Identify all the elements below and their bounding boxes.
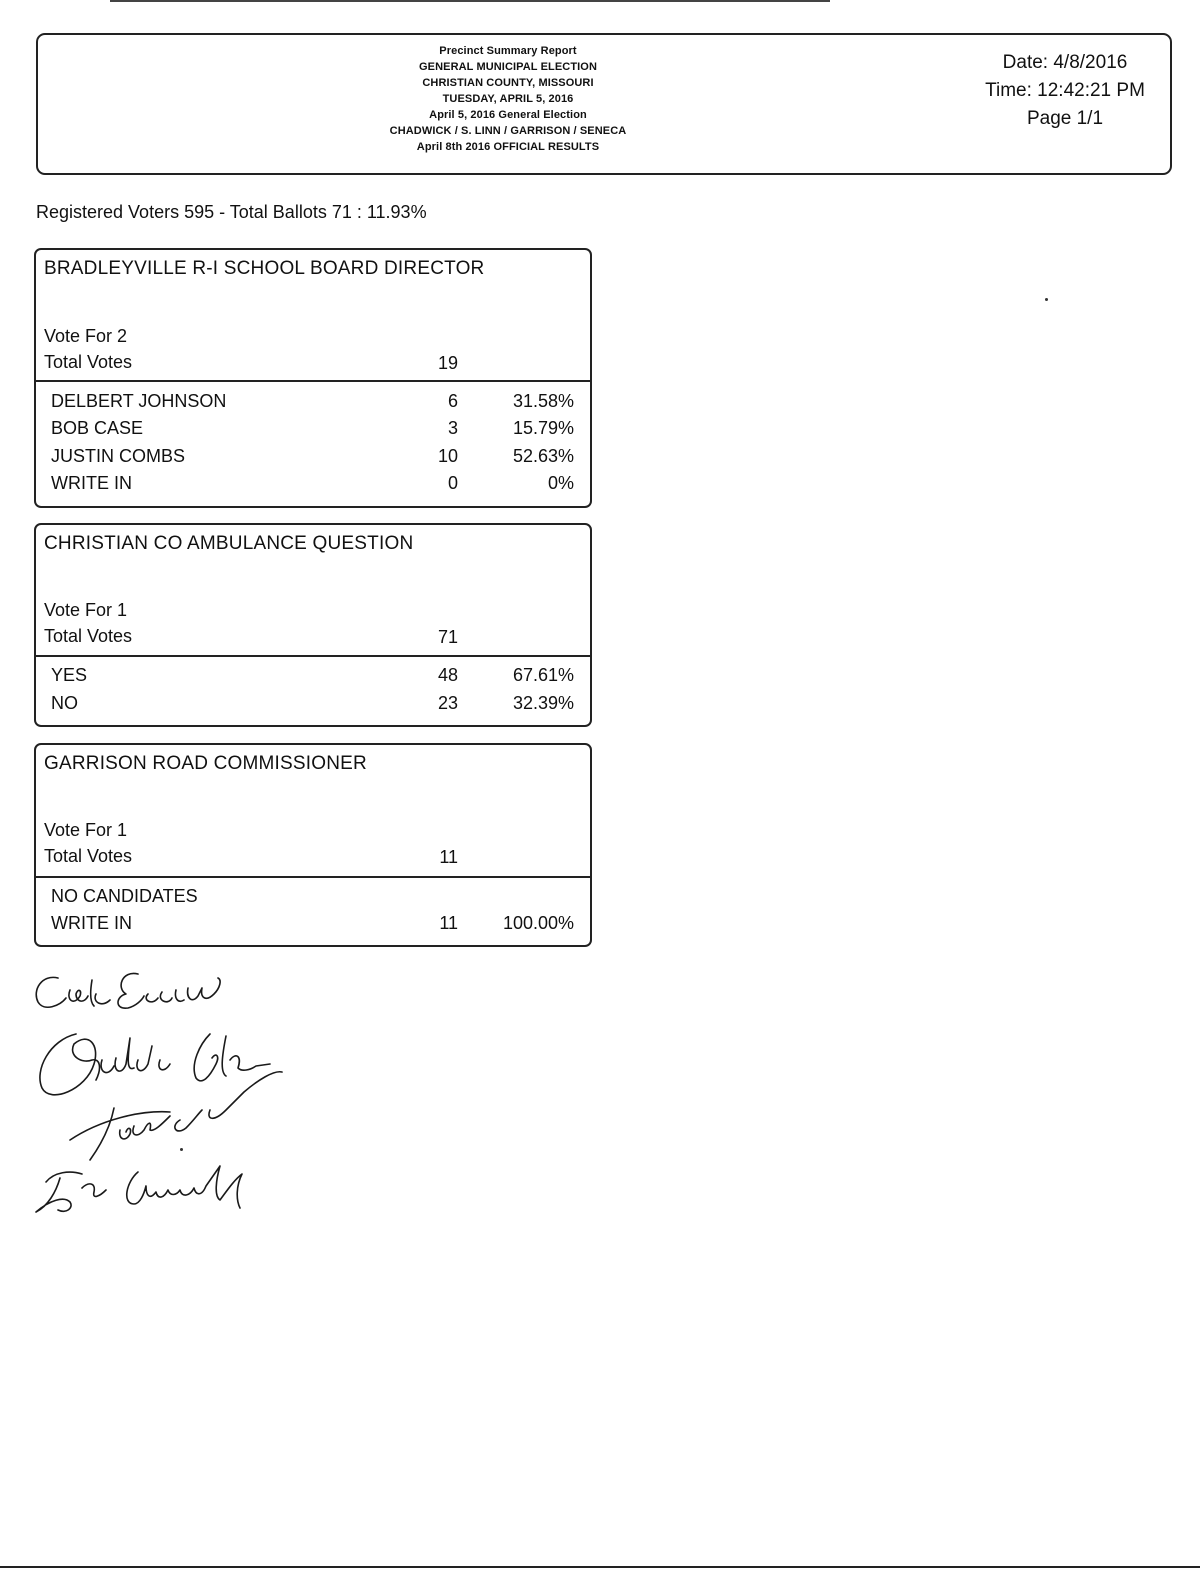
report-header-title-block <box>258 43 758 155</box>
candidate-percent: 15.79% <box>512 418 574 438</box>
candidate-row <box>36 418 590 445</box>
candidate-percent: 31.58% <box>512 391 574 411</box>
candidate-row <box>36 665 590 692</box>
report-meta <box>970 49 1160 133</box>
candidate-row <box>36 473 590 500</box>
scan-speck <box>180 1148 183 1151</box>
signature-4 <box>36 1166 242 1212</box>
race-total-votes-value: 11 <box>439 847 458 867</box>
candidate-name: BOB CASE <box>51 418 144 438</box>
header-line: CHRISTIAN COUNTY, MISSOURI <box>422 77 594 89</box>
candidate-row <box>36 391 590 418</box>
header-line: Precinct Summary Report <box>439 45 577 57</box>
candidate-votes: 23 <box>437 693 458 713</box>
header-line: April 8th 2016 OFFICIAL RESULTS <box>416 141 600 153</box>
top-scan-rule <box>110 0 830 2</box>
candidate-name: DELBERT JOHNSON <box>51 391 227 411</box>
candidate-row <box>36 886 590 913</box>
report-date: Date: 4/8/2016 <box>1002 52 1128 73</box>
candidate-row <box>36 913 590 940</box>
race-box-school-board <box>34 248 592 508</box>
report-header <box>36 33 1172 175</box>
candidate-name: WRITE IN <box>51 473 132 493</box>
registered-voters-summary: Registered Voters 595 - Total Ballots 71 : 11.93% <box>36 202 427 222</box>
candidate-percent: 100.00% <box>502 913 574 933</box>
header-line: GENERAL MUNICIPAL ELECTION <box>419 61 597 73</box>
header-line: CHADWICK / S. LINN / GARRISON / SENECA <box>389 125 627 137</box>
signature-2 <box>40 1034 270 1095</box>
candidate-percent: 67.61% <box>512 665 574 685</box>
race-total-votes-value: 19 <box>437 353 458 373</box>
bottom-scan-edge <box>0 1566 1200 1568</box>
candidate-name: WRITE IN <box>51 913 132 933</box>
candidate-percent: 0% <box>547 473 574 493</box>
race-divider <box>36 655 590 657</box>
candidate-name: JUSTIN COMBS <box>51 446 186 466</box>
header-line: April 5, 2016 General Election <box>429 109 587 121</box>
candidate-votes: 48 <box>437 665 458 685</box>
candidate-percent: 32.39% <box>512 693 574 713</box>
candidate-row <box>36 446 590 473</box>
handwritten-signatures-icon <box>30 960 350 1220</box>
candidate-name: YES <box>51 665 88 685</box>
report-time: Time: 12:42:21 PM <box>985 80 1145 101</box>
race-vote-for: Vote For 1 <box>44 820 128 840</box>
candidate-votes: 10 <box>437 446 458 466</box>
report-page: Page 1/1 <box>1026 108 1104 129</box>
candidate-percent: 52.63% <box>512 446 574 466</box>
race-vote-for: Vote For 2 <box>44 326 128 346</box>
race-title: BRADLEYVILLE R-I SCHOOL BOARD DIRECTOR <box>44 258 485 279</box>
race-total-votes-value: 71 <box>437 627 458 647</box>
race-title: GARRISON ROAD COMMISSIONER <box>44 753 367 774</box>
signature-1 <box>36 973 220 1008</box>
candidate-votes: 3 <box>447 418 458 438</box>
race-vote-for: Vote For 1 <box>44 600 128 620</box>
race-title: CHRISTIAN CO AMBULANCE QUESTION <box>44 533 414 554</box>
race-box-road-commissioner <box>34 743 592 947</box>
candidate-name: NO CANDIDATES <box>51 886 198 906</box>
race-divider <box>36 380 590 382</box>
candidate-votes: 0 <box>447 473 458 493</box>
race-total-votes-label: Total Votes <box>44 352 133 372</box>
race-divider <box>36 876 590 878</box>
race-total-votes-label: Total Votes <box>44 846 133 866</box>
signature-3 <box>70 1072 282 1160</box>
candidate-votes: 11 <box>439 913 458 933</box>
candidate-votes: 6 <box>447 391 458 411</box>
race-total-votes-label: Total Votes <box>44 626 133 646</box>
race-box-ambulance-question <box>34 523 592 727</box>
header-line: TUESDAY, APRIL 5, 2016 <box>442 93 574 105</box>
scan-speck <box>1045 298 1048 301</box>
candidate-row <box>36 693 590 720</box>
candidate-name: NO <box>51 693 78 713</box>
